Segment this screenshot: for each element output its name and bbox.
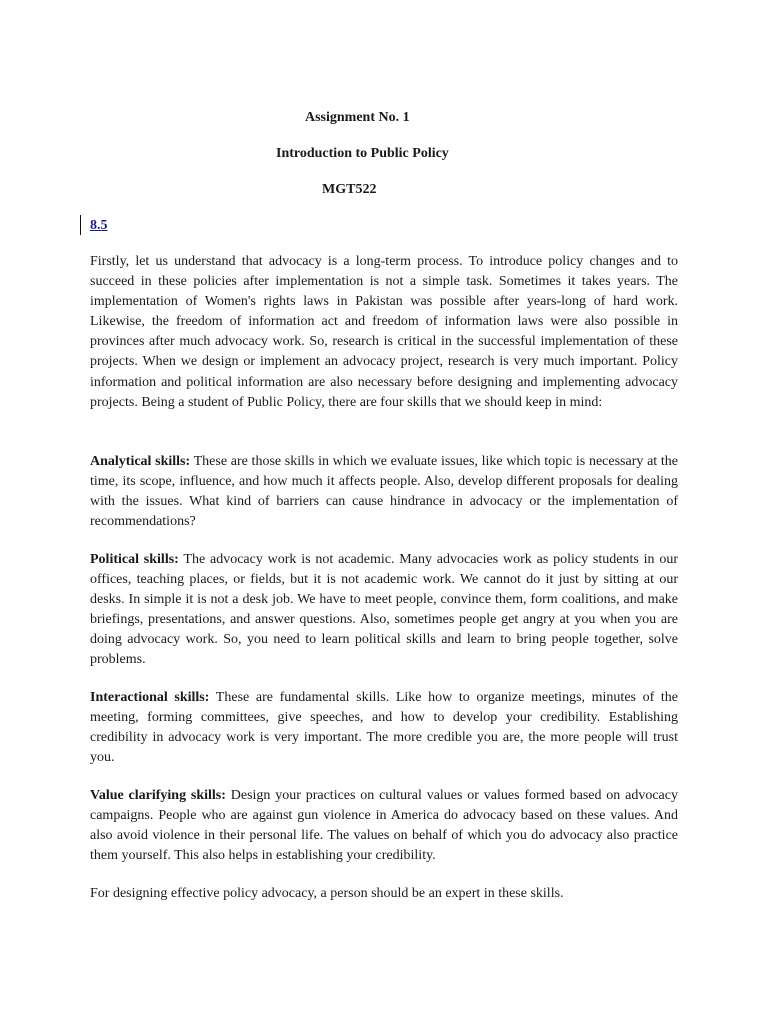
interactional-skills-paragraph bbox=[90, 688, 678, 768]
section-number: 8.5 bbox=[90, 218, 108, 233]
political-skills-paragraph bbox=[90, 550, 678, 671]
political-skills-label: Political skills: bbox=[90, 552, 179, 567]
assignment-title: Assignment No. 1 bbox=[305, 110, 410, 125]
value-clarifying-skills-paragraph bbox=[90, 786, 678, 866]
interactional-skills-text: These are fundamental skills. Like how to organize meetings, minutes of the meeting, forming committees, give speeches, and how to develop your credibility. Establishing credibility in advocacy work is very important. The more credible you are, the more people will trust you. bbox=[90, 690, 679, 766]
course-title: Introduction to Public Policy bbox=[276, 146, 449, 161]
course-code: MGT522 bbox=[322, 182, 377, 197]
intro-paragraph: Firstly, let us understand that advocacy is a long-term process. To introduce policy changes and to succeed in these policies after implementation is not a simple task. Sometimes it takes years. The implementation of Women's rights laws in Pakistan was possible after years-long of hard work. Likewise, the freedom of information act and freedom of information laws were also possible in provinces after much advocacy work. So, research is critical in the successful implementation of these projects. When we design or implement an advocacy project, research is very much important. Policy information and political information are also necessary before designing and implementing advocacy projects. Being a student of Public Policy, there are four skills that we should keep in mind: bbox=[90, 254, 678, 410]
analytical-skills-paragraph bbox=[90, 452, 678, 532]
conclusion-paragraph: For designing effective policy advocacy, a person should be an expert in these skills. bbox=[90, 886, 564, 901]
value-clarifying-skills-label: Value clarifying skills: bbox=[90, 788, 226, 803]
political-skills-text: The advocacy work is not academic. Many advocacies work as policy students in our offices, teaching places, or fields, but it is not academic work. We cannot do it just by sitting at our desks. In simple it is not a desk job. We have to meet people, convince them, form coalitions, and make briefings, presentations, and answer questions. Also, sometimes people get angry at you when you are doing advocacy work. So, you need to learn political skills and learn to bring people together, solve problems. bbox=[90, 552, 679, 668]
text-cursor bbox=[80, 215, 81, 235]
analytical-skills-text: These are those skills in which we evaluate issues, like which topic is necessary at the time, its scope, influence, and how much it affects people. Also, develop different proposals for dealing with the issues. What kind of barriers can cause hindrance in advocacy or the implementation of recommendations? bbox=[90, 454, 678, 530]
interactional-skills-label: Interactional skills: bbox=[90, 690, 210, 705]
analytical-skills-label: Analytical skills: bbox=[90, 454, 191, 469]
value-clarifying-skills-text: Design your practices on cultural values or values formed based on advocacy campaigns. People who are against gun violence in America do advocacy based on these values. And also avoid violence in their personal life. The values on behalf of which you do advocacy also practice them yourself. This also helps in establishing your credibility. bbox=[90, 788, 678, 864]
